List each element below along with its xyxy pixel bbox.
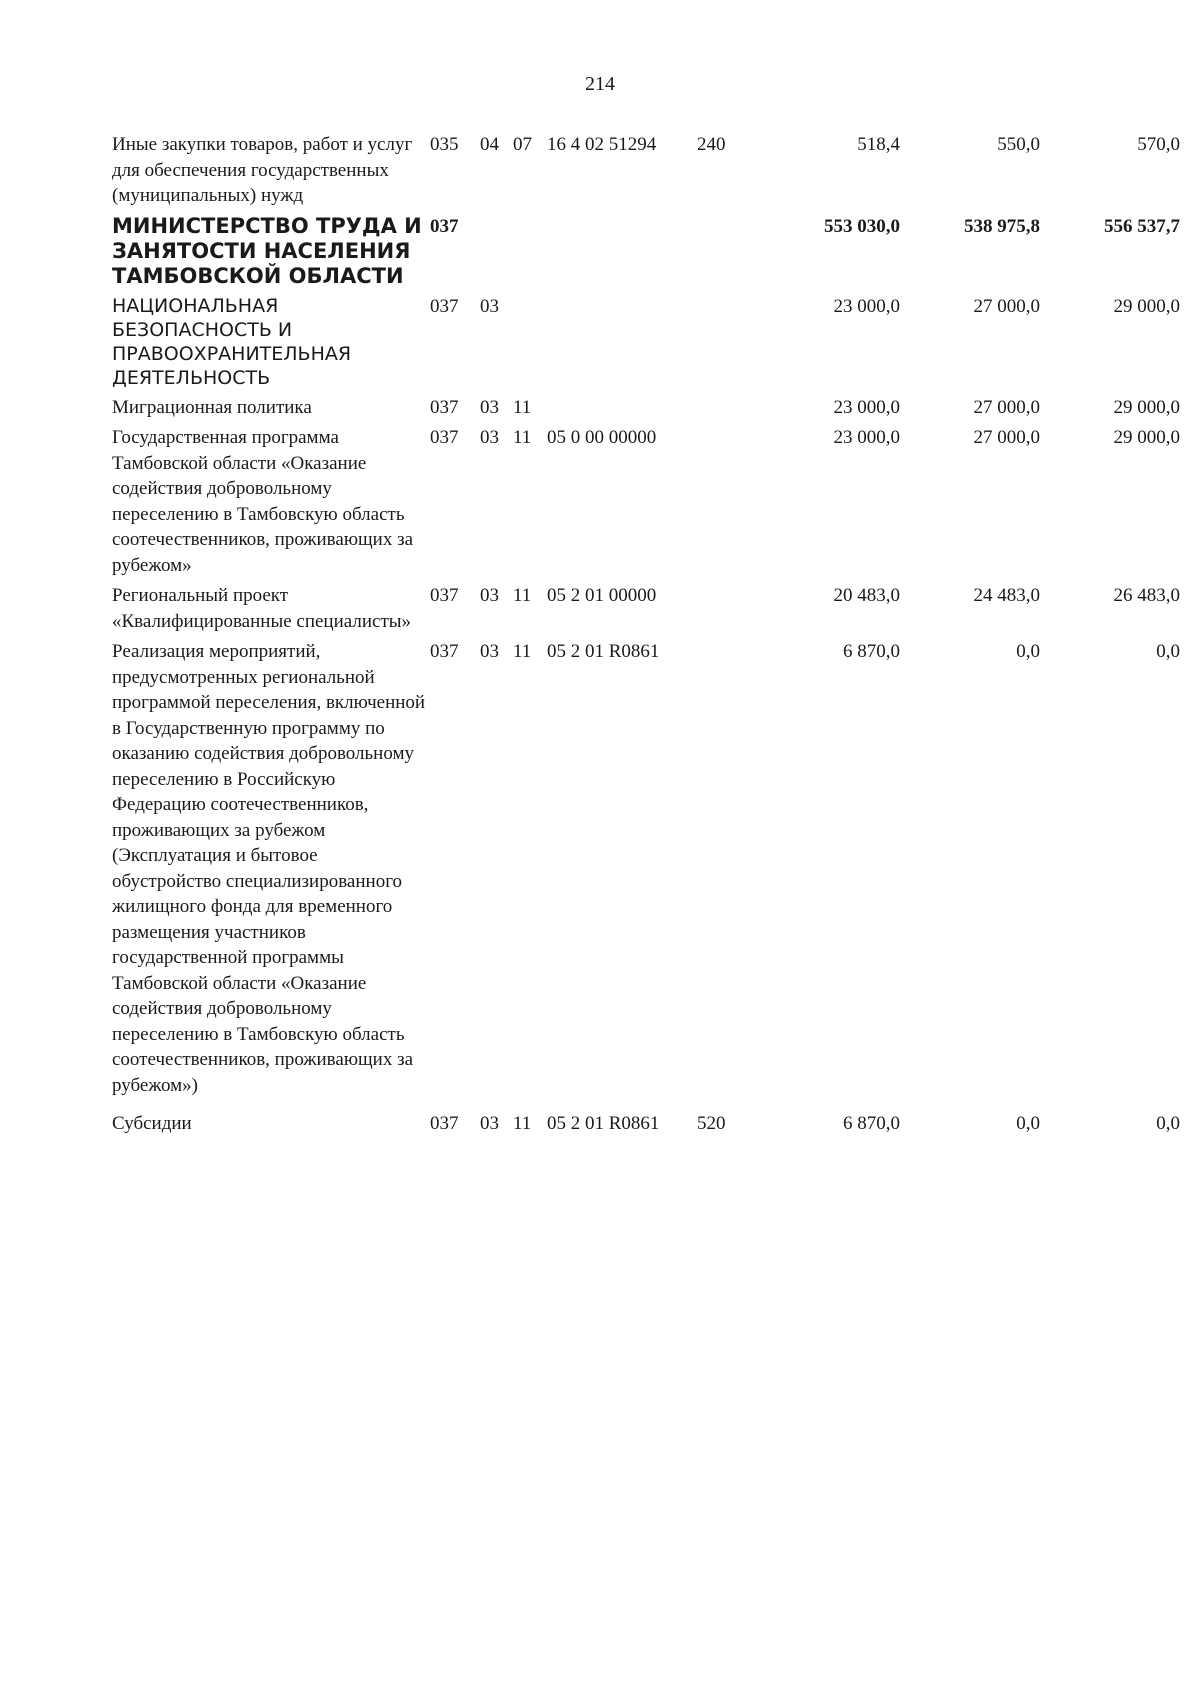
section-code: 03 <box>480 396 499 418</box>
amount-year-2: 0,0 <box>1016 1113 1040 1134</box>
target-article-code <box>547 214 697 294</box>
section-code: 03 <box>480 641 499 662</box>
table-row <box>112 1103 1180 1142</box>
admin-code: 037 <box>430 585 459 606</box>
amount-year-2: 27 000,0 <box>973 295 1040 317</box>
amount-year-2: 27 000,0 <box>973 396 1040 418</box>
subsection-code: 11 <box>513 585 532 606</box>
subsection-code: 07 <box>513 134 532 155</box>
amount-year-2: 0,0 <box>1016 641 1040 662</box>
expense-name: Региональный проект «Квалифицированные специалисты» <box>112 585 412 632</box>
subsection-code <box>513 214 547 294</box>
subsection-code: 11 <box>513 427 532 448</box>
target-article-code: 16 4 02 51294 <box>547 134 657 155</box>
expense-type-code <box>697 583 767 639</box>
subsection-code <box>513 294 547 395</box>
table-row <box>112 395 1180 426</box>
amount-year-2: 538 975,8 <box>964 215 1040 237</box>
budget-table <box>112 132 1180 1142</box>
admin-code: 037 <box>430 295 459 317</box>
expense-name: Миграционная политика <box>112 396 312 418</box>
amount-year-2: 550,0 <box>997 134 1040 155</box>
subsection-code: 11 <box>513 1113 532 1134</box>
amount-year-1: 23 000,0 <box>833 295 900 317</box>
expense-type-code: 520 <box>697 1113 726 1134</box>
expense-name: Государственная программа Тамбовской области «Оказание содействия добровольному переселению в Тамбовскую область соотечественников, проживающих за рубежом» <box>112 427 414 576</box>
amount-year-1: 23 000,0 <box>833 427 900 448</box>
admin-code: 037 <box>430 641 459 662</box>
amount-year-3: 29 000,0 <box>1113 427 1180 448</box>
amount-year-1: 23 000,0 <box>833 396 900 418</box>
amount-year-1: 518,4 <box>857 134 900 155</box>
subsection-code: 11 <box>513 641 532 662</box>
section-name: НАЦИОНАЛЬНАЯ БЕЗОПАСНОСТЬ И ПРАВООХРАНИТЕЛЬНАЯ ДЕЯТЕЛЬНОСТЬ <box>112 294 352 389</box>
target-article-code <box>547 294 697 395</box>
section-code: 03 <box>480 427 499 448</box>
expense-type-code <box>697 395 767 426</box>
admin-code: 037 <box>430 215 459 237</box>
table-row <box>112 425 1180 583</box>
amount-year-3: 26 483,0 <box>1113 585 1180 606</box>
table-row <box>112 639 1180 1103</box>
expense-name: Субсидии <box>112 1113 192 1134</box>
admin-code: 037 <box>430 427 459 448</box>
target-article-code: 05 2 01 R0861 <box>547 641 660 662</box>
expense-type-code <box>697 425 767 583</box>
table-row-section <box>112 294 1180 395</box>
admin-code: 037 <box>430 1113 459 1134</box>
section-code <box>480 214 513 294</box>
amount-year-1: 6 870,0 <box>843 641 900 662</box>
table-row <box>112 583 1180 639</box>
expense-type-code <box>697 294 767 395</box>
expense-name: Реализация мероприятий, предусмотренных региональной программой переселения, включенной в Государственную программу по оказанию содействия добровольному переселению в Российскую Федерацию соотечественников, проживающих за рубежом (Эксплуатация и бытовое обустройство специализированного жилищного фонда для временного размещения участников государственной программы Тамбовской области «Оказание содействия добровольному переселению в Тамбовскую область соотечественников, проживающих за рубежом») <box>112 641 426 1096</box>
expense-type-code <box>697 639 767 1103</box>
amount-year-1: 553 030,0 <box>824 215 900 237</box>
amount-year-3: 556 537,7 <box>1104 215 1180 237</box>
target-article-code: 05 0 00 00000 <box>547 427 657 448</box>
section-code: 03 <box>480 1113 499 1134</box>
amount-year-3: 570,0 <box>1137 134 1180 155</box>
amount-year-3: 0,0 <box>1156 641 1180 662</box>
amount-year-3: 29 000,0 <box>1113 295 1180 317</box>
expense-name: Иные закупки товаров, работ и услуг для обеспечения государственных (муниципальных) нужд <box>112 134 413 206</box>
subsection-code: 11 <box>513 396 532 418</box>
page-number: 214 <box>585 73 615 95</box>
admin-code: 037 <box>430 396 459 418</box>
expense-type-code <box>697 214 767 294</box>
amount-year-3: 29 000,0 <box>1113 396 1180 418</box>
amount-year-2: 24 483,0 <box>973 585 1040 606</box>
target-article-code: 05 2 01 R0861 <box>547 1113 660 1134</box>
section-code: 03 <box>480 585 499 606</box>
table-row-ministry <box>112 214 1180 294</box>
target-article-code: 05 2 01 00000 <box>547 585 657 606</box>
section-code: 04 <box>480 134 499 155</box>
amount-year-1: 6 870,0 <box>843 1113 900 1134</box>
ministry-name: МИНИСТЕРСТВО ТРУДА И ЗАНЯТОСТИ НАСЕЛЕНИЯ ТАМБОВСКОЙ ОБЛАСТИ <box>112 213 422 288</box>
amount-year-2: 27 000,0 <box>973 427 1040 448</box>
amount-year-1: 20 483,0 <box>833 585 900 606</box>
section-code: 03 <box>480 295 499 317</box>
target-article-code <box>547 395 697 426</box>
table-row <box>112 132 1180 214</box>
admin-code: 035 <box>430 134 459 155</box>
expense-type-code: 240 <box>697 134 726 155</box>
amount-year-3: 0,0 <box>1156 1113 1180 1134</box>
